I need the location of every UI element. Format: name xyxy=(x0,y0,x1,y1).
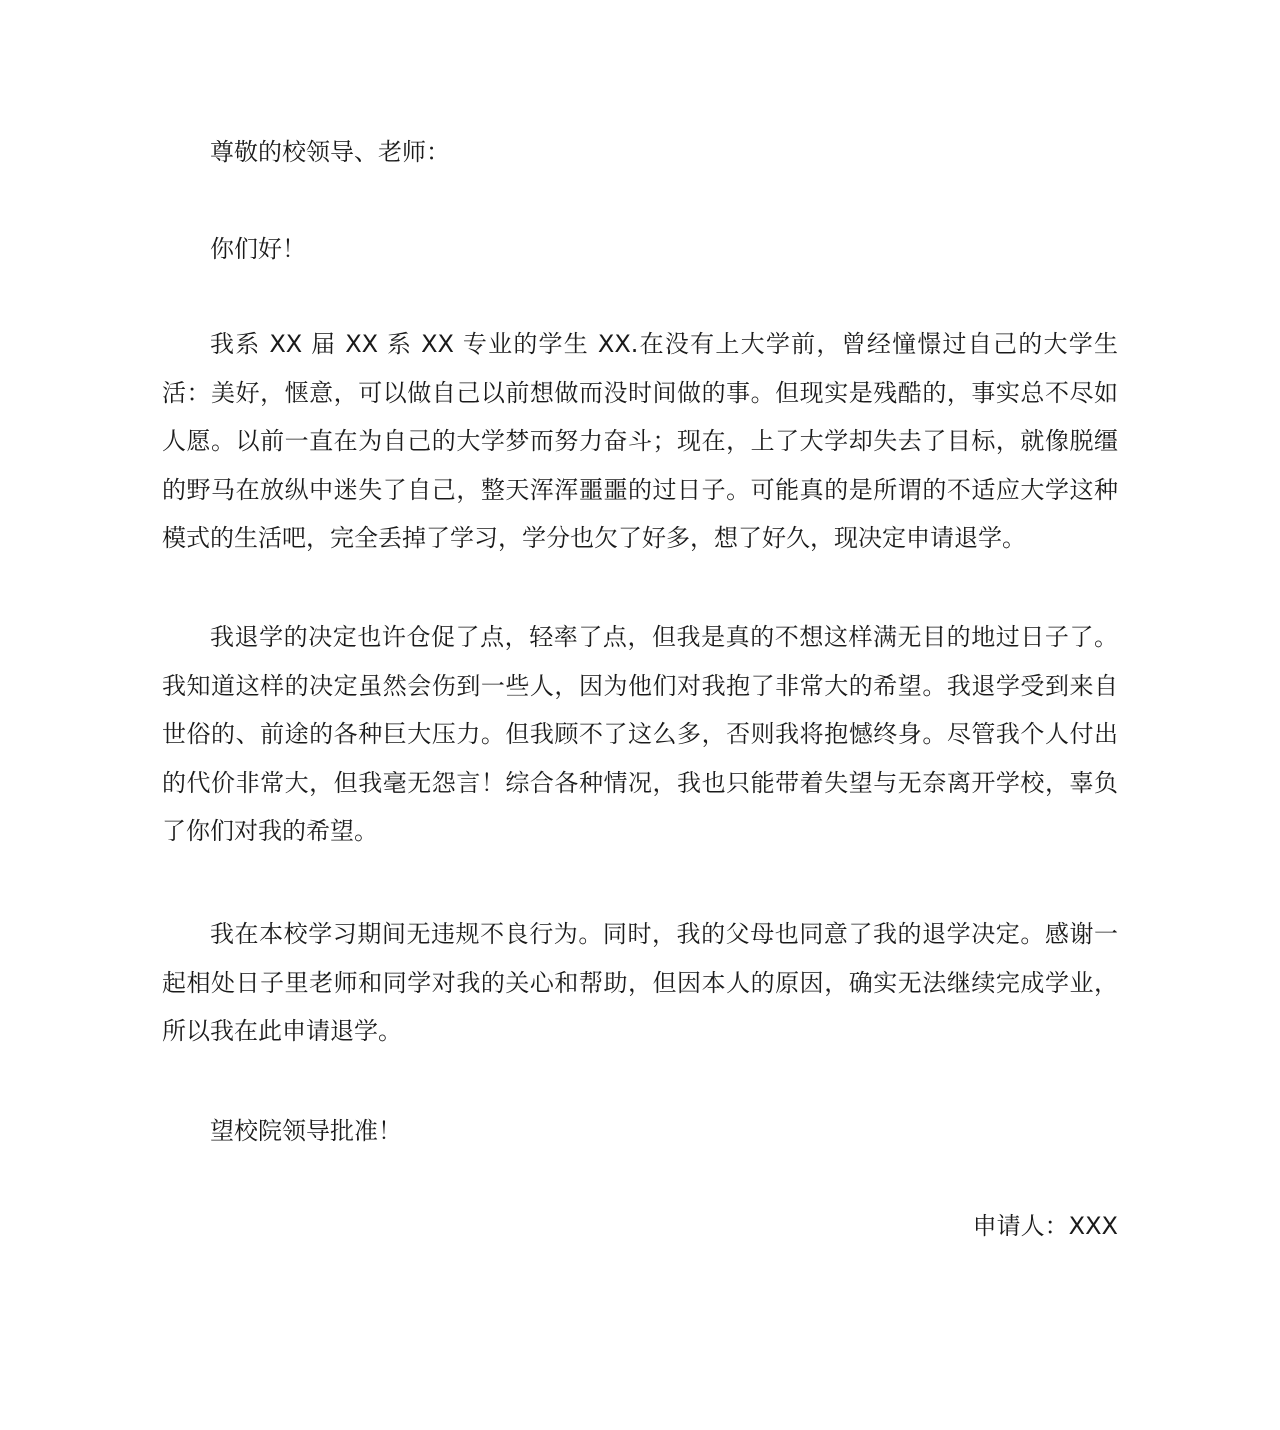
letter-paragraph-2: 我退学的决定也许仓促了点，轻率了点，但我是真的不想这样满无目的地过日子了。我知道这样的决定虽然会伤到一些人，因为他们对我抱了非常大的希望。我退学受到来自世俗的、前途的各种巨大压力。但我顾不了这么多，否则我将抱憾终身。尽管我个人付出的代价非常大，但我毫无怨言！综合各种情况，我也只能带着失望与无奈离开学校，辜负了你们对我的希望。 xyxy=(162,623,1118,845)
letter-paragraph-1: 我系 XX 届 XX 系 XX 专业的学生 XX.在没有上大学前，曾经憧憬过自己的大学生活：美好，惬意，可以做自己以前想做而没时间做的事。但现实是残酷的，事实总不尽如人愿。以前一直在为自己的大学梦而努力奋斗；现在，上了大学却失去了目标，就像脱缰的野马在放纵中迷失了自己，整天浑浑噩噩的过日子。可能真的是所谓的不适应大学这种模式的生活吧，完全丢掉了学习，学分也欠了好多，想了好久，现决定申请退学。 xyxy=(162,330,1118,552)
letter-signature: 申请人：XXX xyxy=(972,1212,1118,1240)
letter-salutation: 尊敬的校领导、老师： xyxy=(210,138,450,166)
letter-greeting: 你们好！ xyxy=(210,235,306,263)
letter-closing: 望校院领导批准！ xyxy=(210,1117,402,1145)
letter-paragraph-3: 我在本校学习期间无违规不良行为。同时，我的父母也同意了我的退学决定。感谢一起相处日子里老师和同学对我的关心和帮助，但因本人的原因，确实无法继续完成学业，所以我在此申请退学。 xyxy=(162,920,1118,1045)
